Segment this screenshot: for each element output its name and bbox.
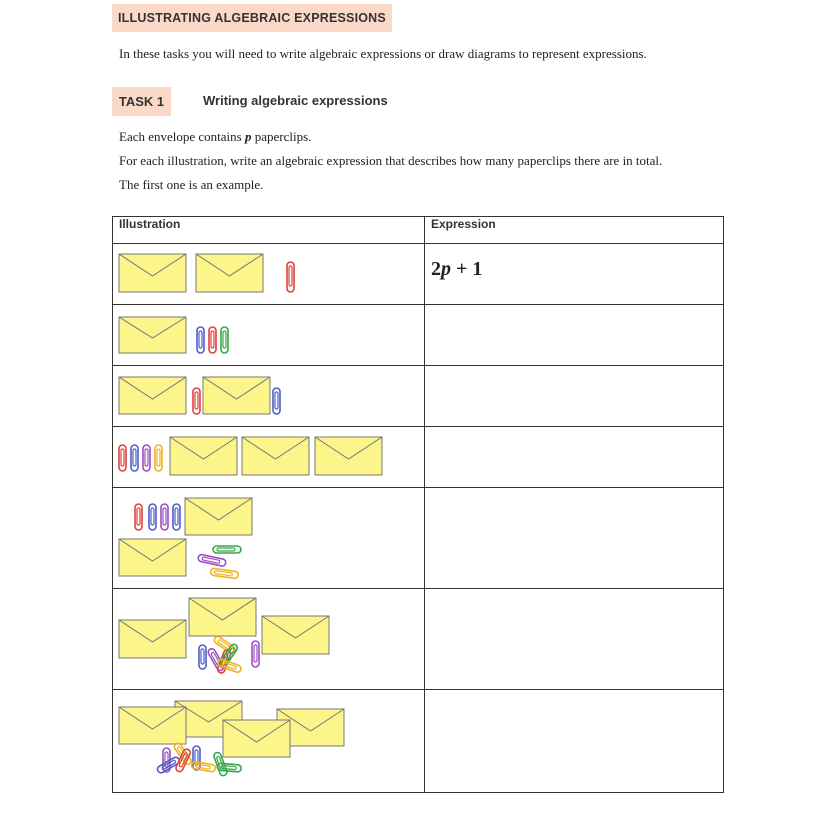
illustration-1	[113, 244, 418, 304]
intro-text: In these tasks you will need to write algebraic expressions or draw diagrams to represent expressions.	[119, 46, 647, 61]
paperclip-icon	[155, 445, 162, 471]
paperclip-icon	[252, 641, 259, 667]
example-expression: 2p + 1	[431, 258, 483, 280]
envelope-icon	[185, 498, 252, 535]
illustration-column-header: Illustration	[113, 217, 425, 244]
illustration-2	[113, 305, 418, 365]
paperclip-icon	[210, 568, 239, 579]
paperclip-icon	[287, 262, 294, 292]
envelope-icon	[315, 437, 382, 475]
illustration-7	[113, 690, 418, 792]
page-heading: ILLUSTRATING ALGEBRAIC EXPRESSIONS	[112, 4, 392, 32]
paperclip-icon	[143, 445, 150, 471]
illustration-cell	[113, 427, 425, 488]
paperclip-icon	[119, 445, 126, 471]
envelope-icon	[119, 620, 186, 658]
paperclip-icon	[197, 327, 204, 353]
envelope-icon	[223, 720, 290, 757]
paperclip-icon	[273, 388, 280, 414]
expression-cell[interactable]	[425, 488, 724, 589]
expression-cell[interactable]	[425, 244, 724, 305]
paperclip-icon	[135, 504, 142, 530]
table-row	[113, 488, 724, 589]
table-row	[113, 244, 724, 305]
table-row	[113, 366, 724, 427]
paperclip-icon	[131, 445, 138, 471]
expression-cell[interactable]	[425, 690, 724, 793]
envelope-icon	[196, 254, 263, 292]
paperclip-icon	[209, 327, 216, 353]
table-row	[113, 690, 724, 793]
envelope-icon	[119, 539, 186, 576]
illustration-cell	[113, 488, 425, 589]
paperclip-icon	[221, 327, 228, 353]
illustration-6	[113, 589, 418, 689]
table-row	[113, 589, 724, 690]
instruction-line-2: For each illustration, write an algebraic expression that describes how many paperclips there are in total.	[119, 153, 663, 168]
envelope-icon	[170, 437, 237, 475]
illustration-3	[113, 366, 418, 426]
instruction-line-3: The first one is an example.	[119, 177, 264, 192]
instruction-line-1: Each envelope contains p paperclips.	[119, 129, 312, 144]
envelope-icon	[119, 317, 186, 353]
illustration-cell	[113, 305, 425, 366]
illustration-4	[113, 427, 418, 487]
envelope-icon	[203, 377, 270, 414]
table-row	[113, 427, 724, 488]
illustration-cell	[113, 589, 425, 690]
expression-cell[interactable]	[425, 427, 724, 488]
task-label: TASK 1	[112, 87, 171, 116]
illustration-cell	[113, 366, 425, 427]
task-table	[112, 216, 724, 793]
expression-column-header: Expression	[425, 217, 724, 244]
paperclip-icon	[199, 645, 206, 669]
table-header-row	[113, 217, 724, 244]
paperclip-icon	[173, 504, 180, 530]
task-title: Writing algebraic expressions	[203, 93, 388, 108]
paperclip-icon	[193, 388, 200, 414]
paperclip-icon	[149, 504, 156, 530]
envelope-icon	[262, 616, 329, 654]
paperclip-icon	[213, 546, 241, 553]
envelope-icon	[119, 254, 186, 292]
paperclip-icon	[161, 504, 168, 530]
expression-cell[interactable]	[425, 589, 724, 690]
paperclip-icon	[198, 554, 227, 567]
illustration-5	[113, 488, 418, 588]
expression-cell[interactable]	[425, 366, 724, 427]
table-row	[113, 305, 724, 366]
envelope-icon	[119, 707, 186, 744]
illustration-cell	[113, 690, 425, 793]
envelope-icon	[119, 377, 186, 414]
illustration-cell	[113, 244, 425, 305]
envelope-icon	[189, 598, 256, 636]
expression-cell[interactable]	[425, 305, 724, 366]
envelope-icon	[242, 437, 309, 475]
